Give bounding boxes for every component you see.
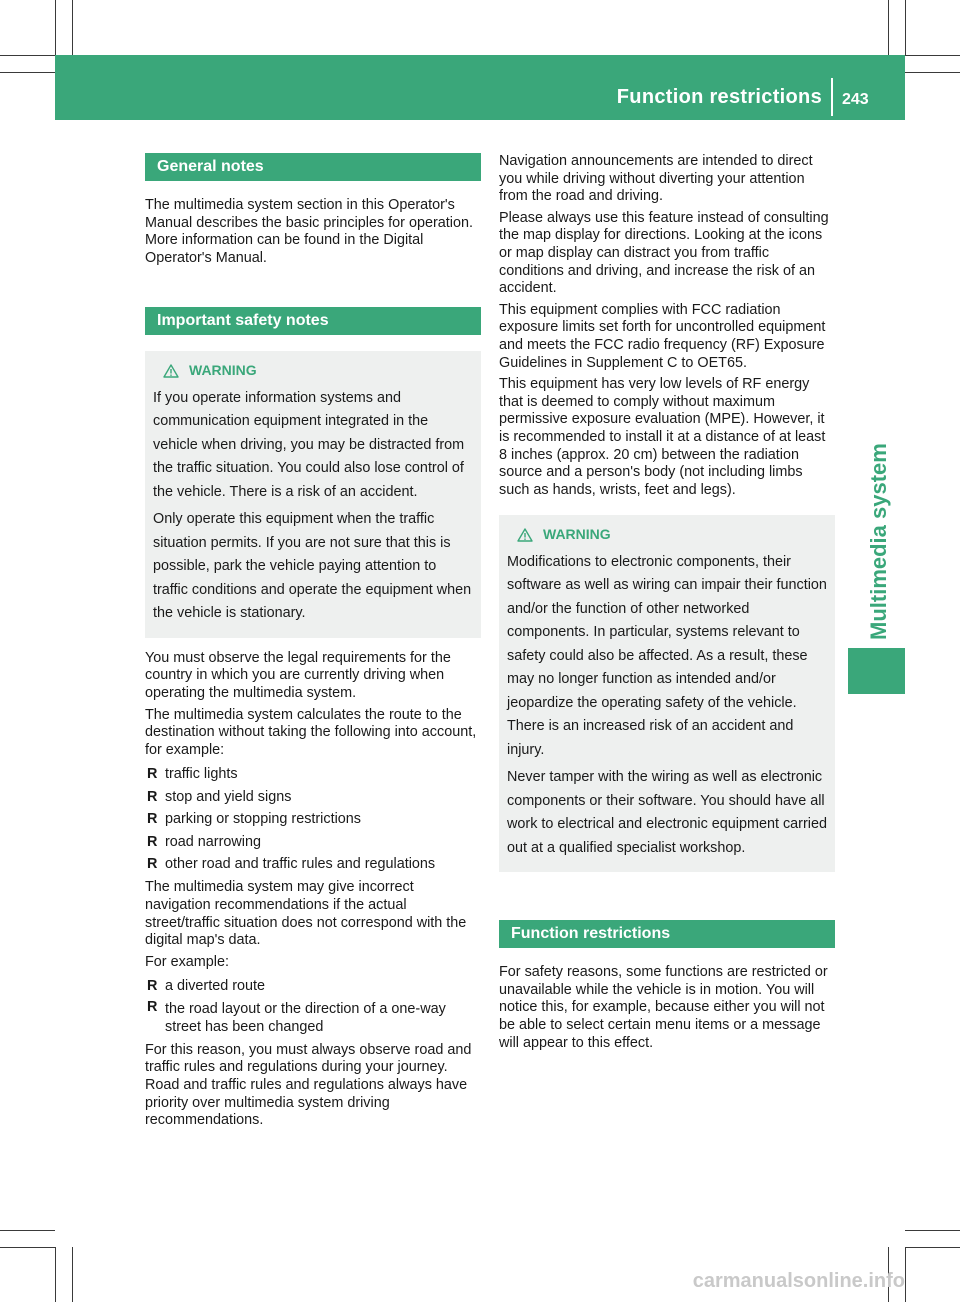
warning-box (145, 351, 481, 638)
warning-header (153, 359, 473, 383)
paragraph: For this reason, you must always observe road and traffic rules and regulations during your journey. Road and traffic rules and regulations always have priority over multimedia system driving recommendations. (145, 1041, 472, 1129)
side-tab-label: Multimedia system (866, 443, 891, 640)
warning-text: Only operate this equipment when the traffic situation permits. If you are not sure that this is possible, park the vehicle paying attention to traffic conditions and operate the equipment when the vehicle is stationary. (153, 511, 472, 622)
paragraph: Navigation announcements are intended to direct you while driving without diverting your attention from the road and driving. (499, 153, 813, 205)
right-column (499, 153, 835, 1056)
paragraph: For safety reasons, some functions are restricted or unavailable while the vehicle is in motion. You will notice this, for example, because either you will not be able to select certain menu items or a message will appear to this effect. (499, 964, 828, 1051)
header-divider (831, 78, 833, 116)
paragraph: You must observe the legal requirements for the country in which you are currently driving when operating the multimedia system. (145, 649, 451, 702)
list-item: R a diverted route (147, 978, 265, 995)
list-item: R stop and yield signs (147, 788, 292, 805)
warning-triangle-icon (517, 528, 533, 542)
list-item: R traffic lights (147, 766, 238, 783)
page-number: 243 (842, 91, 869, 108)
paragraph: Please always use this feature instead of consulting the map display for directions. Looking at the icons or map display can distract you from traffic conditions and driving, and increase the risk of an accident. (499, 209, 829, 297)
crop-mark (905, 1247, 960, 1248)
crop-mark (72, 1247, 73, 1302)
paragraph: For example: (145, 953, 229, 970)
paragraph: The multimedia system may give incorrect navigation recommendations if the actual street/traffic situation does not correspond with the digital map's data. (145, 879, 467, 949)
warning-text: Modifications to electronic components, their software as well as wiring can impair their function and/or the function of other networked components. In particular, systems relevant to safety could also be affected. As a result, these may no longer function as intended and/or jeopardize the operating safety of the vehicle. There is an increased risk of an accident and injury. (507, 553, 827, 758)
crop-mark (55, 0, 56, 55)
crop-mark (0, 1230, 55, 1231)
list-item: R parking or stopping restrictions (147, 811, 361, 828)
crop-mark (72, 0, 73, 55)
crop-mark (905, 1247, 906, 1302)
warning-text: Never tamper with the wiring as well as electronic components or their software. You should have all work to electrical and electronic equipment carried out at a qualified specialist workshop. (507, 769, 827, 856)
crop-mark (905, 72, 960, 73)
warning-box (499, 515, 835, 872)
crop-mark (0, 72, 55, 73)
crop-mark (905, 55, 960, 56)
crop-mark (905, 1230, 960, 1231)
section-heading-function-restrictions: Function restrictions (499, 920, 835, 948)
crop-mark (888, 0, 889, 55)
section-heading-general-notes: General notes (145, 153, 481, 181)
warning-triangle-icon (163, 364, 179, 378)
left-column (145, 153, 481, 1134)
crop-mark (905, 0, 906, 55)
paragraph: This equipment has very low levels of RF energy that is deemed to comply without maximum permissive exposure evaluation (MPE). However, it is recommended to install it at a distance of at least 8 inches (approx. 20 cm) between the radiation source and a person's body (not including limbs such as hands, wrists, feet and legs). (499, 376, 826, 498)
bullet-list (145, 763, 481, 875)
crop-mark (55, 1247, 56, 1302)
warning-label: WARNING (543, 526, 611, 543)
warning-text: If you operate information systems and communication equipment integrated in the vehicle when driving, you may be distracted from the traffic situation. You could also lose control of the vehicle. There is a risk of an accident. (153, 389, 465, 500)
crop-mark (0, 55, 55, 56)
section-heading-safety-notes: Important safety notes (145, 307, 481, 335)
warning-header (507, 523, 827, 547)
bullet-list (145, 975, 481, 1037)
side-tab-marker (848, 648, 905, 694)
paragraph: This equipment complies with FCC radiation exposure limits set forth for uncontrolled equipment and meets the FCC radio frequency (RF) Exposure Guidelines in Supplement C to OET65. (499, 301, 826, 371)
page-title: Function restrictions (616, 86, 822, 108)
crop-mark (0, 1247, 55, 1248)
list-item: R road narrowing (147, 833, 261, 850)
paragraph: The multimedia system calculates the route to the destination without taking the following into account, for example: (145, 706, 477, 758)
paragraph: The multimedia system section in this Operator's Manual describes the basic principles for operation. More information can be found in the Digital Operator's Manual. (145, 197, 473, 266)
list-item: R the road layout or the direction of a one-way street has been changed (147, 998, 446, 1035)
watermark: carmanualsonline.info (692, 1270, 905, 1292)
list-item: R other road and traffic rules and regulations (147, 856, 436, 873)
warning-label: WARNING (189, 362, 257, 379)
